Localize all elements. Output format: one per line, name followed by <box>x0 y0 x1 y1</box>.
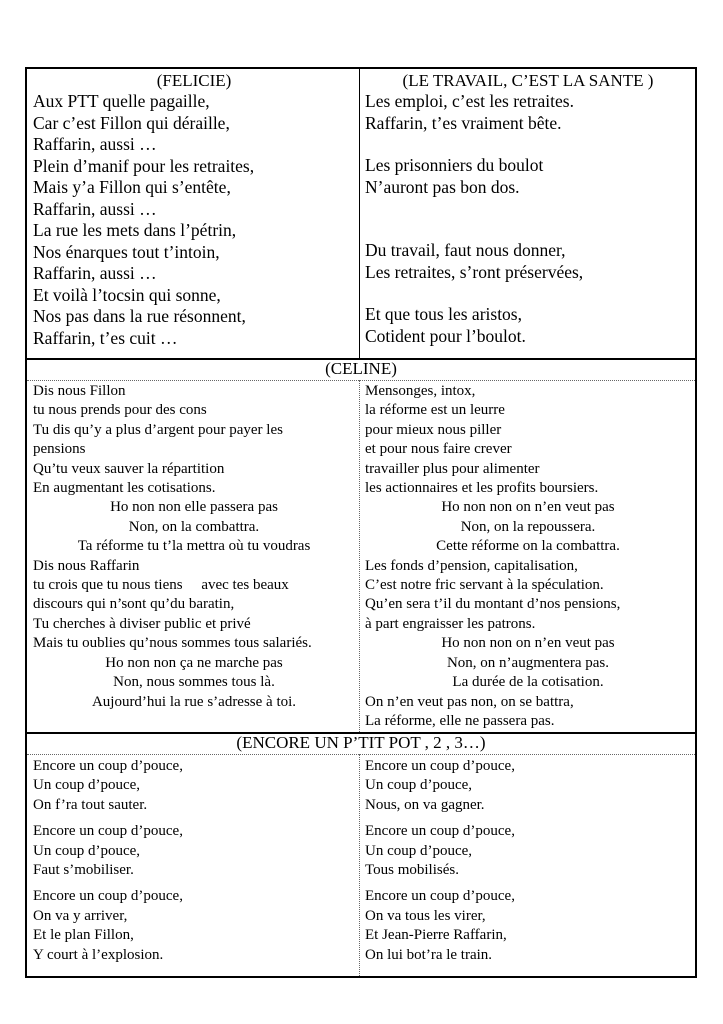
verse-line: discours qui n’sont qu’du baratin, <box>33 596 235 613</box>
verse-line: Encore un coup d’pouce, <box>365 888 515 905</box>
refrain-line: Non, nous sommes tous là. <box>113 674 275 691</box>
encore-left-column <box>33 757 355 976</box>
verse-line: Aux PTT quelle pagaille, <box>33 91 210 111</box>
song-sheet <box>25 67 697 978</box>
verse-line: On va tous les virer, <box>365 907 486 924</box>
verse-line: Car c’est Fillon qui déraille, <box>33 112 230 133</box>
verse-line: Encore un coup d’pouce, <box>365 823 515 840</box>
verse-line: Raffarin, aussi … <box>33 198 157 219</box>
verse-line: Un coup d’pouce, <box>365 842 473 859</box>
verse-line: C’est notre fric servant à la spéculation. <box>365 577 604 594</box>
verse-line: Qu’tu veux sauver la répartition <box>33 460 225 477</box>
verse-line: la réforme est un leurre <box>365 402 505 419</box>
verse-line: Mais y’a Fillon qui s’entête, <box>33 177 231 197</box>
refrain-line: Ho non non on n’en veut pas <box>441 499 615 516</box>
verse-line: à part engraisser les patrons. <box>365 615 536 632</box>
verse-line: Encore un coup d’pouce, <box>33 823 183 840</box>
verse-line: Les fonds d’pension, capitalisation, <box>365 557 578 574</box>
verse-line: La rue les mets dans l’pétrin, <box>33 220 237 240</box>
encore-right-column <box>365 757 691 976</box>
verse-line: Dis nous Raffarin <box>33 557 140 574</box>
verse-line: tu nous prends pour des cons <box>33 402 207 419</box>
verse-line: Encore un coup d’pouce, <box>33 888 183 905</box>
travail-header: (LE TRAVAIL, C’EST LA SANTE ) <box>402 71 654 90</box>
refrain-line: Ho non non ça ne marche pas <box>105 654 283 671</box>
encore-title: (ENCORE UN P’TIT POT , 2 , 3…) <box>27 732 695 755</box>
verse-line: Tous mobilisés. <box>365 862 459 879</box>
verse-line: On lui bot’ra le train. <box>365 946 493 963</box>
verse-line: On va y arriver, <box>33 907 128 924</box>
verse-line: Dis nous Fillon <box>33 383 126 399</box>
verse-line: Y court à l’explosion. <box>33 946 164 963</box>
verse-line: Raffarin, aussi … <box>33 263 157 283</box>
celine-title: (CELINE) <box>27 358 695 381</box>
refrain-line: La durée de la cotisation. <box>452 674 604 691</box>
verse-line: Et voilà l’tocsin qui sonne, <box>33 284 221 305</box>
verse-line: Nous, on va gagner. <box>365 796 485 813</box>
verse-line: Les prisonniers du boulot <box>365 155 544 175</box>
verse-line: les actionnaires et les profits boursiers. <box>365 480 599 497</box>
verse-line: Qu’en sera t’il du montant d’nos pensions, <box>365 596 621 613</box>
verse-line: Faut s’mobiliser. <box>33 862 134 879</box>
section-felicie <box>27 69 695 360</box>
verse-line: Un coup d’pouce, <box>33 777 141 794</box>
verse-line: tu crois que tu nous tiens avec tes beaux <box>33 577 289 594</box>
verse-line: Nos pas dans la rue résonnent, <box>33 306 246 326</box>
refrain-line: Non, on n’augmentera pas. <box>446 654 610 671</box>
verse-line: Plein d’manif pour les retraites, <box>33 155 255 176</box>
verse-line: Tu dis qu’y a plus d’argent pour payer les <box>33 421 283 438</box>
verse-line: Un coup d’pouce, <box>365 777 473 794</box>
felicie-column <box>33 69 355 358</box>
verse-line: Du travail, faut nous donner, <box>365 240 566 260</box>
travail-column <box>365 69 691 358</box>
verse-line: pensions <box>33 441 86 458</box>
verse-line: Et que tous les aristos, <box>365 304 522 324</box>
verse-line: Et Jean-Pierre Raffarin, <box>365 927 507 944</box>
verse-line: Tu cherches à diviser public et privé <box>33 615 251 632</box>
verse-line: Raffarin, aussi … <box>33 134 157 154</box>
verse-line: Les retraites, s’ront préservées, <box>365 261 584 282</box>
verse-line: Encore un coup d’pouce, <box>33 758 183 774</box>
verse-line: Cotident pour l’boulot. <box>365 325 526 346</box>
section-encore <box>27 732 695 976</box>
verse-line: En augmentant les cotisations. <box>33 480 216 497</box>
celine-left-column <box>33 382 355 732</box>
section-celine <box>27 358 695 734</box>
felicie-header: (FELICIE) <box>156 71 232 90</box>
refrain-line: Aujourd’hui la rue s’adresse à toi. <box>91 693 297 710</box>
verse-line: Les emploi, c’est les retraites. <box>365 91 574 111</box>
verse-line: Nos énarques tout t’intoin, <box>33 241 220 262</box>
verse-line: travailler plus pour alimenter <box>365 460 540 477</box>
refrain-line: Non, on la repoussera. <box>460 518 596 535</box>
refrain-line: Ho non non elle passera pas <box>110 499 278 516</box>
refrain-line: Ho non non on n’en veut pas <box>441 635 615 652</box>
verse-line: Raffarin, t’es vraiment bête. <box>365 112 562 133</box>
verse-line: Mensonges, intox, <box>365 383 476 399</box>
verse-line: Raffarin, t’es cuit … <box>33 327 178 348</box>
verse-line: Encore un coup d’pouce, <box>365 758 515 774</box>
celine-right-column <box>365 382 691 732</box>
verse-line: Et le plan Fillon, <box>33 927 134 944</box>
verse-line: La réforme, elle ne passera pas. <box>365 712 555 729</box>
verse-line: N’auront pas bon dos. <box>365 176 520 197</box>
verse-line: et pour nous faire crever <box>365 441 512 458</box>
refrain-line: Cette réforme on la combattra. <box>436 538 620 555</box>
verse-line: On n’en veut pas non, on se battra, <box>365 693 574 710</box>
verse-line: Mais tu oublies qu’nous sommes tous salariés. <box>33 635 312 652</box>
verse-line: pour mieux nous piller <box>365 421 502 438</box>
verse-line: Un coup d’pouce, <box>33 842 141 859</box>
verse-line: On f’ra tout sauter. <box>33 796 148 813</box>
column-divider <box>359 69 360 358</box>
refrain-line: Ta réforme tu t’la mettra où tu voudras <box>77 538 311 555</box>
refrain-line: Non, on la combattra. <box>128 518 260 535</box>
